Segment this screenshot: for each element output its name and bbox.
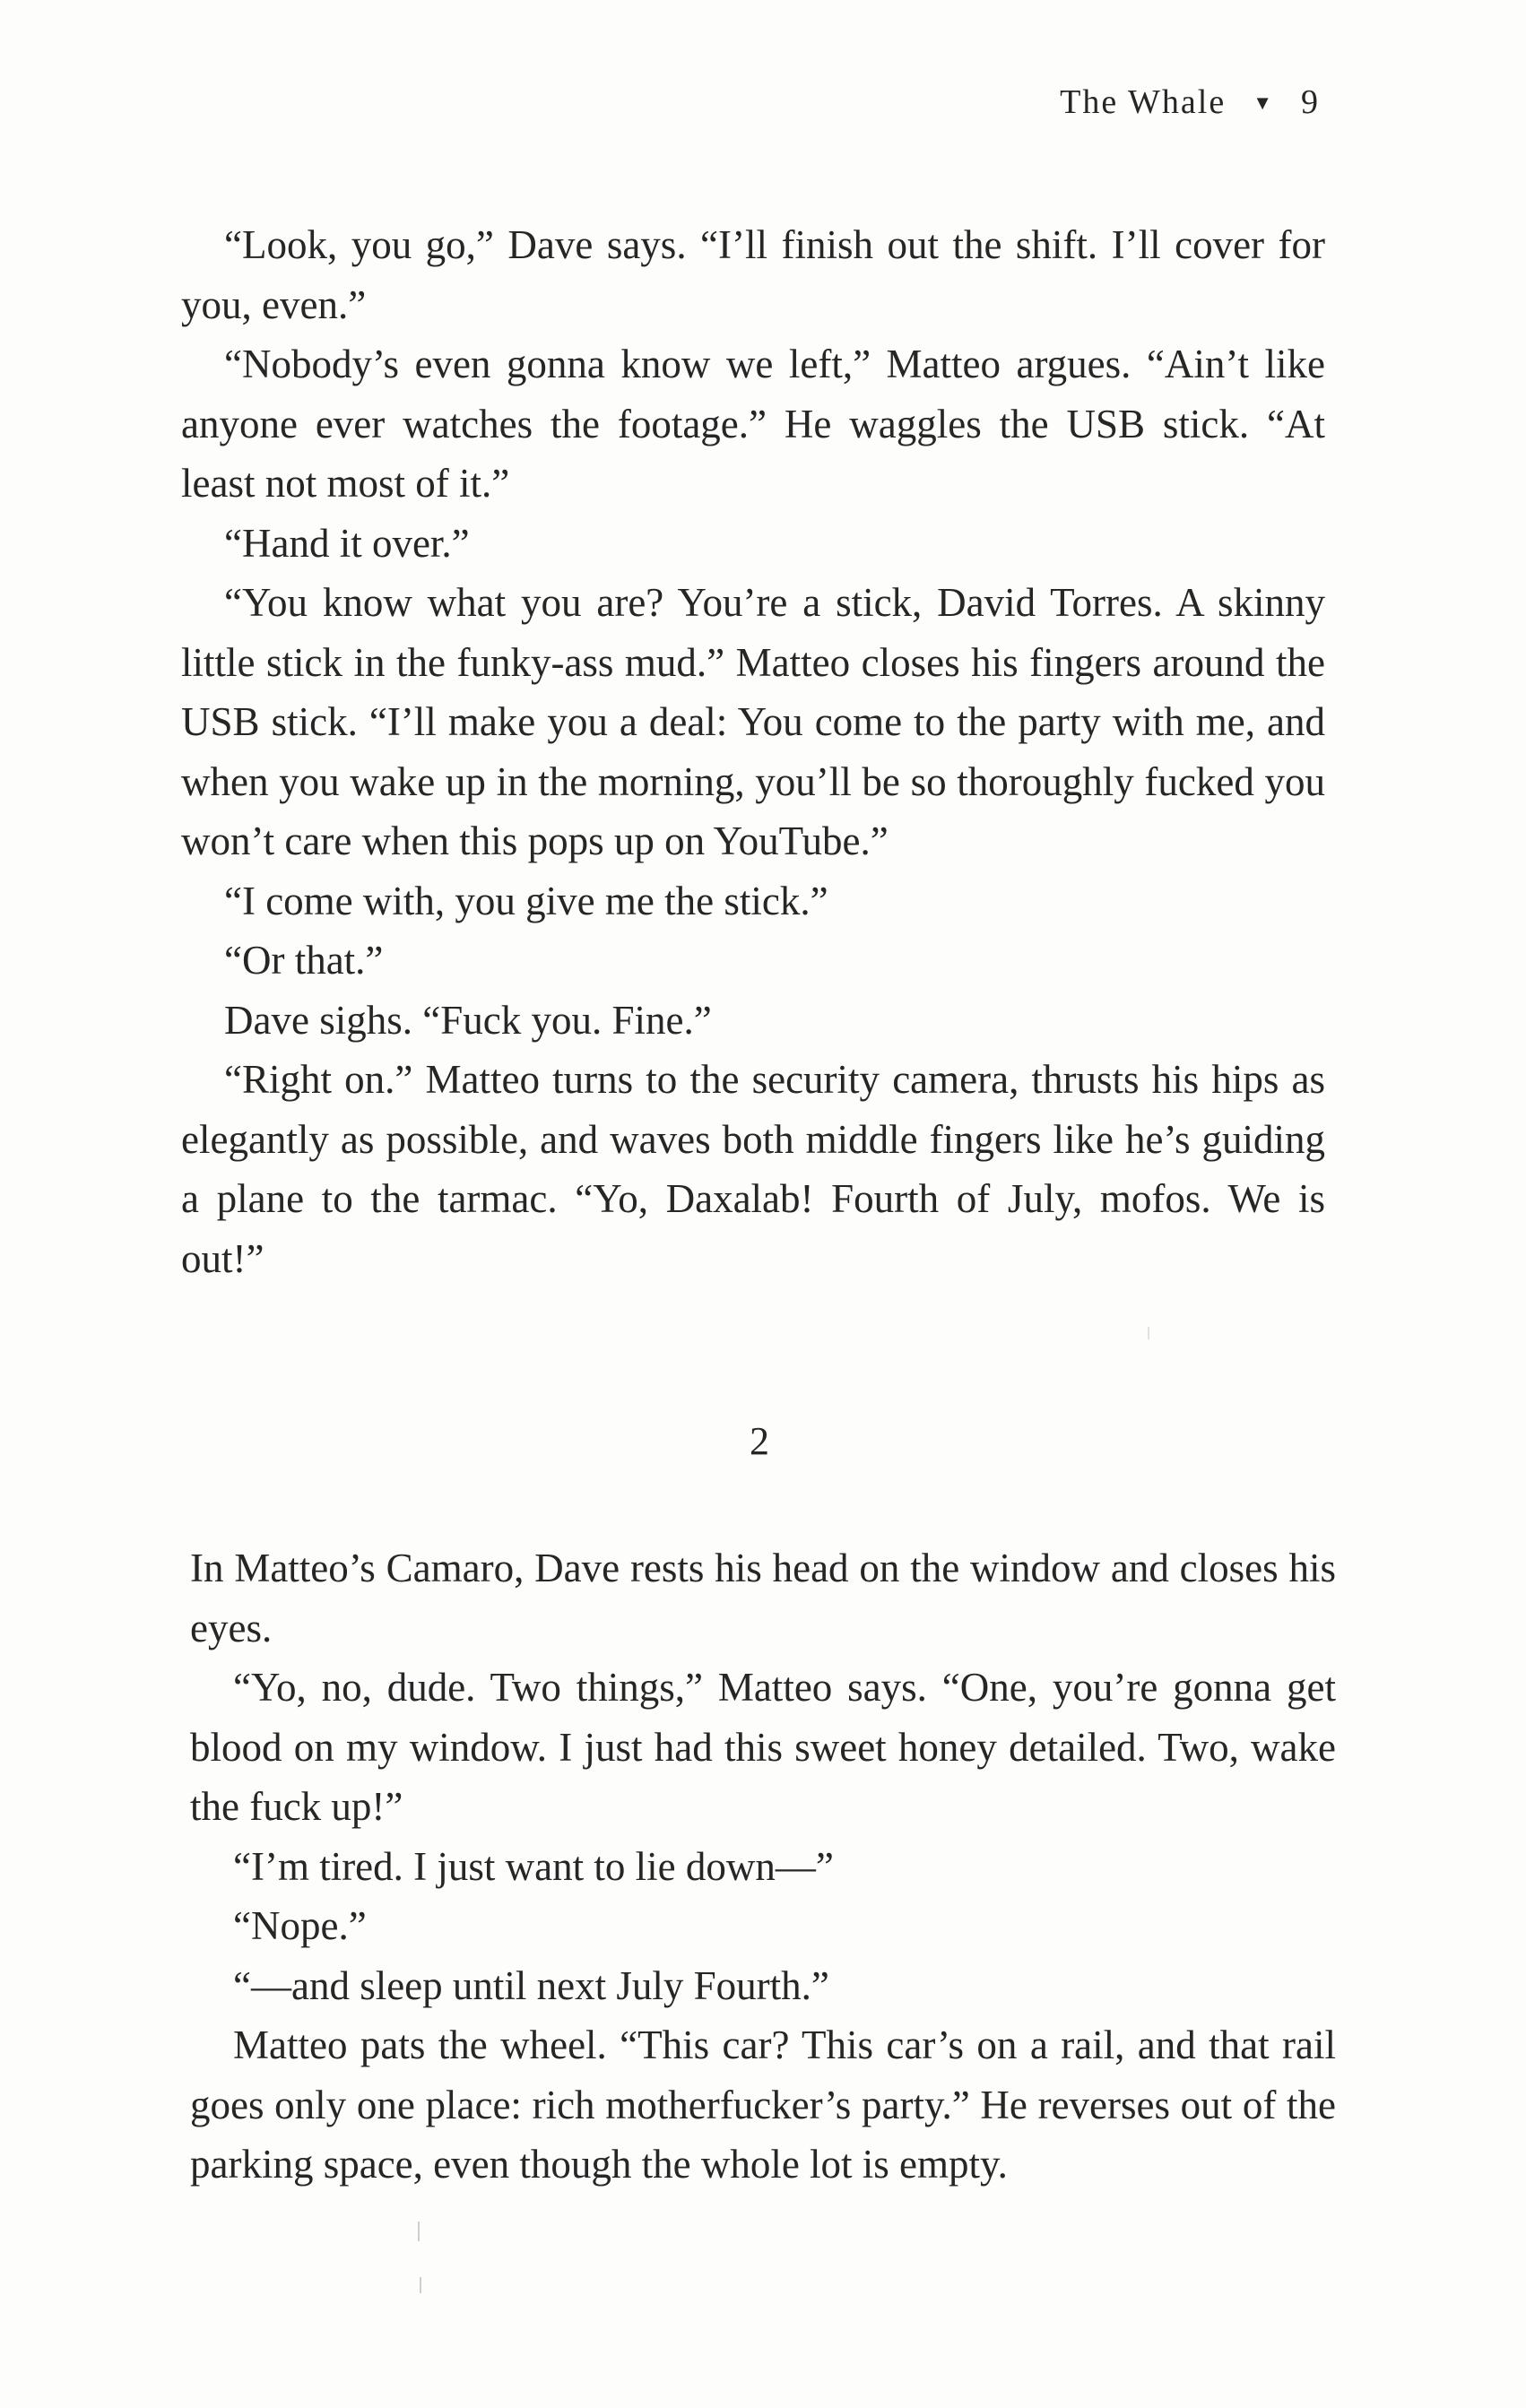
scan-mark: [418, 2222, 420, 2241]
paragraph: “Hand it over.”: [224, 520, 470, 566]
section-number: 2: [750, 1419, 769, 1463]
paragraph: “I’m tired. I just want to lie down—”: [233, 1843, 834, 1889]
paragraph: “I come with, you give me the stick.”: [224, 878, 828, 923]
paragraph: “You know what you are? You’re a stick, David Torres. A skinny little stick in the funky-ass mud.” Matteo closes his fingers around the USB stick. “I’ll make you a deal: You come to the party with me, and when you wake up in the morning, you’ll be so thoroughly fucked you won’t care when this pops up on YouTube.”: [181, 580, 1325, 863]
scan-mark: [1148, 1327, 1149, 1339]
paragraph: “—and sleep until next July Fourth.”: [233, 1962, 829, 2008]
paragraph: “Right on.” Matteo turns to the security camera, thrusts his hips as elegantly as possible, and waves both middle fingers like he’s guiding a plane to the tarmac. “Yo, Daxalab! Fourth of July, mofos. We is out!”: [181, 1057, 1325, 1281]
paragraph: Dave sighs. “Fuck you. Fine.”: [224, 997, 712, 1043]
paragraph: “Or that.”: [224, 938, 384, 983]
scan-mark: [420, 2277, 421, 2293]
running-head: [1060, 82, 1320, 122]
section-two-text: [190, 1538, 1336, 2195]
book-title: The Whale: [1060, 83, 1227, 121]
paragraph: Matteo pats the wheel. “This car? This car’s on a rail, and that rail goes only one place: rich motherfucker’s party.” He reverses out of the parking space, even though the whole lot is empty.: [190, 2023, 1336, 2187]
paragraph: “Look, you go,” Dave says. “I’ll finish out the shift. I’ll cover for you, even.”: [181, 222, 1325, 327]
paragraph: “Nope.”: [233, 1903, 367, 1948]
section-one-text: [181, 215, 1325, 1288]
page-number: 9: [1301, 83, 1320, 121]
paragraph: In Matteo’s Camaro, Dave rests his head on the window and closes his eyes.: [190, 1546, 1336, 1650]
triangle-marker-icon: ▼: [1253, 91, 1274, 114]
paragraph: “Nobody’s even gonna know we left,” Matteo argues. “Ain’t like anyone ever watches the footage.” He waggles the USB stick. “At least not most of it.”: [181, 342, 1325, 506]
paragraph: “Yo, no, dude. Two things,” Matteo says. “One, you’re gonna get blood on my window. I just had this sweet honey detailed. Two, wake the fuck up!”: [190, 1665, 1336, 1829]
